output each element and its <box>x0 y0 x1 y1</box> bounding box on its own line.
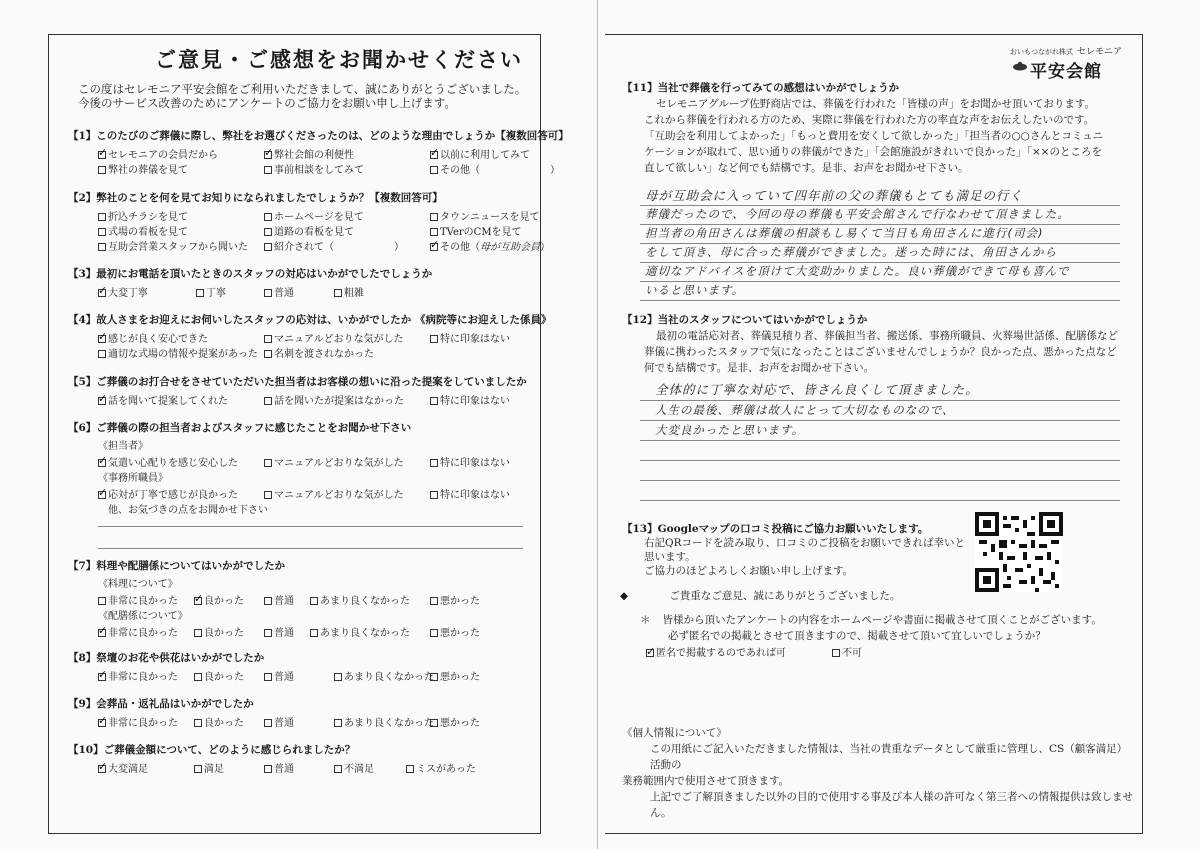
right-frame-top <box>605 34 1143 35</box>
option-label: 悪かった <box>440 672 480 683</box>
option-label: 非常に良かった <box>108 672 178 683</box>
diamond-icon: ◆ <box>620 590 629 602</box>
qr-code-icon[interactable] <box>975 512 1063 592</box>
handwritten-line: 大変良かったと思います。 <box>655 423 805 437</box>
option-label: 不可 <box>842 648 862 659</box>
option-label: 特に印象はない <box>440 334 510 345</box>
handwritten-line: いると思います。 <box>645 283 745 297</box>
answer-line <box>640 460 1120 461</box>
option-label: 大変丁寧 <box>108 288 148 299</box>
option[interactable] <box>430 486 510 501</box>
option-label: マニュアルどおりな気がした <box>274 490 404 501</box>
checkbox[interactable] <box>264 335 272 343</box>
option[interactable] <box>264 284 294 299</box>
checkbox[interactable] <box>334 719 342 727</box>
answer-line <box>640 440 1120 441</box>
option[interactable] <box>264 454 404 469</box>
brand-name: セレモニア <box>1077 47 1123 57</box>
option-label: 普通 <box>274 764 294 775</box>
option[interactable] <box>310 624 410 639</box>
thanks-row <box>620 588 900 603</box>
option[interactable] <box>194 624 244 639</box>
option[interactable] <box>264 486 404 501</box>
body-line: 直して欲しい」など何でも結構です。是非、お声をお聞かせ下さい。 <box>644 162 969 174</box>
option-label: 良かった <box>204 718 244 729</box>
body-line: 葬儀に携わったスタッフで気になったことはございませんでしょうか？良かった点、悪かった点など <box>644 346 1117 358</box>
subsection-label: 《事務所職員》 <box>98 473 168 484</box>
option[interactable] <box>98 146 218 161</box>
privacy-line: 業務範囲内で使用させて頂きます。 <box>622 775 790 787</box>
checkbox[interactable] <box>264 213 272 221</box>
option-label: 話を聞いたが提案はなかった <box>274 396 404 407</box>
checkbox[interactable] <box>334 289 342 297</box>
checkbox[interactable] <box>264 243 272 251</box>
checkbox[interactable] <box>98 397 106 405</box>
question-text: 【4】故人さまをお迎えにお伺いしたスタッフの応対は、いかがでしたか 《病院等にお迎えした係員》 <box>68 314 552 326</box>
option-label: あまり良くなかった <box>344 718 434 729</box>
privacy-notice <box>622 725 1137 821</box>
option-label: 粗雑 <box>344 288 364 299</box>
checkbox[interactable] <box>98 491 106 499</box>
question-7 <box>68 558 538 639</box>
option[interactable] <box>430 223 522 238</box>
free-comment-label: 他、お気づきの点をお聞かせ下さい <box>108 505 268 516</box>
checkbox[interactable] <box>264 289 272 297</box>
option-label: セレモニアの会員だから <box>108 150 218 161</box>
option-label: 良かった <box>204 628 244 639</box>
option-label: 特に印象はない <box>440 490 510 501</box>
option[interactable] <box>430 624 480 639</box>
option[interactable] <box>430 208 540 223</box>
option[interactable] <box>430 146 530 161</box>
checkbox[interactable] <box>98 350 106 358</box>
checkbox[interactable] <box>430 673 438 681</box>
checkbox[interactable] <box>194 629 202 637</box>
option-label: あまり良くなかった <box>320 596 410 607</box>
answer-line <box>640 480 1120 481</box>
page-title: ご意見・ご感想をお聞かせください <box>155 47 523 72</box>
option[interactable] <box>832 646 862 662</box>
checkbox[interactable] <box>194 673 202 681</box>
handwritten-line: 葬儀だったので、今回の母の葬儀も平安会館さんで行なわせて頂きました。 <box>645 207 1070 221</box>
checkbox[interactable] <box>264 629 272 637</box>
paren-close: ） <box>550 165 560 176</box>
checkbox[interactable] <box>264 597 272 605</box>
checkbox[interactable] <box>196 289 204 297</box>
option[interactable] <box>194 714 244 729</box>
checkbox[interactable] <box>264 719 272 727</box>
option-label: 普通 <box>274 288 294 299</box>
option[interactable] <box>264 392 404 407</box>
option[interactable] <box>264 208 364 223</box>
option-label: 特に印象はない <box>440 458 510 469</box>
answer-line <box>640 500 1120 501</box>
question-2 <box>68 190 550 253</box>
option[interactable] <box>98 238 248 253</box>
option[interactable] <box>430 238 550 253</box>
option[interactable] <box>334 760 374 775</box>
question-text: 【7】料理や配膳係についてはいかがでしたか <box>68 560 286 572</box>
q11-handwritten-answer[interactable] <box>645 186 1135 300</box>
option[interactable] <box>430 714 480 729</box>
option-label: 大変満足 <box>108 764 148 775</box>
checkbox[interactable] <box>264 397 272 405</box>
question-10 <box>68 742 538 775</box>
option[interactable] <box>98 392 228 407</box>
question-text: 【3】最初にお電話を頂いたときのスタッフの対応はいかがでしたでしょうか <box>68 268 433 280</box>
checkbox[interactable] <box>430 597 438 605</box>
checkbox[interactable] <box>98 629 106 637</box>
intro-line: 今後のサービス改善のためにアンケートのご協力をお願い申し上げます。 <box>78 96 456 110</box>
option[interactable] <box>98 624 178 639</box>
checkbox[interactable] <box>430 228 438 236</box>
consent-line: 皆様から頂いたアンケートの内容をホームページや書面に掲載させて頂くことがございます。 <box>662 614 1102 626</box>
page-fold <box>597 0 598 849</box>
checkbox[interactable] <box>98 289 106 297</box>
option[interactable] <box>98 760 148 775</box>
checkbox[interactable] <box>430 491 438 499</box>
handwritten-line: をして頂き、母に合った葬儀ができました。迷った時には、角田さんから <box>645 245 1058 259</box>
body-line: 何でも結構です。是非、お声をお聞かせ下さい。 <box>644 362 875 374</box>
option-label: 普通 <box>274 628 294 639</box>
paren-close: ） <box>394 242 404 253</box>
q12-handwritten-answer[interactable] <box>655 380 1125 440</box>
option-label: 非常に良かった <box>108 718 178 729</box>
question-11 <box>622 80 1137 176</box>
checkbox[interactable] <box>264 350 272 358</box>
question-8 <box>68 650 538 683</box>
checkbox[interactable] <box>194 719 202 727</box>
option[interactable] <box>98 592 178 607</box>
option[interactable] <box>98 668 178 683</box>
checkbox[interactable] <box>310 629 318 637</box>
option[interactable] <box>430 392 510 407</box>
question-4 <box>68 312 552 360</box>
question-text: 【5】ご葬儀のお打合せをさせていただいた担当者はお客様の想いに沿った提案をしていましたか <box>68 376 527 388</box>
option-label: マニュアルどおりな気がした <box>274 334 404 345</box>
question-6 <box>68 420 538 516</box>
option-label: その他（ <box>440 165 480 176</box>
consent-line: 必ず匿名での掲載とさせて頂きますので、掲載させて頂いて宜しいでしょうか？ <box>668 630 1046 642</box>
option[interactable] <box>646 646 786 662</box>
privacy-heading: 《個人情報について》 <box>622 727 727 739</box>
question-text: 【10】ご葬儀金額について、どのように感じられましたか？ <box>68 744 356 756</box>
question-text: 【2】弊社のことを何を見てお知りになられましたでしょうか？【複数回答可】 <box>68 192 443 204</box>
option-label: 弊社会館の利便性 <box>274 150 354 161</box>
handwritten-line: 担当者の角田さんは葬儀の相談もし易くて当日も角田さんに進行(司会) <box>645 226 1044 240</box>
thanks-text: ご貴重なご意見、誠にありがとうございました。 <box>669 590 901 602</box>
question-text: 【13】Googleマップの口コミ投稿にご協力お願いいたします。 <box>622 523 929 535</box>
comment-line[interactable] <box>98 526 523 527</box>
option-label: 普通 <box>274 718 294 729</box>
option[interactable] <box>98 454 238 469</box>
option-label: 良かった <box>204 672 244 683</box>
option[interactable] <box>334 668 434 683</box>
option[interactable] <box>406 760 476 775</box>
checkbox[interactable] <box>98 597 106 605</box>
question-text: 【8】祭壇のお花や供花はいかがでしたか <box>68 652 265 664</box>
option-label: 以前に利用してみて <box>440 150 530 161</box>
option-label: 普通 <box>274 596 294 607</box>
checkbox[interactable] <box>98 213 106 221</box>
option-label: マニュアルどおりな気がした <box>274 458 404 469</box>
handwritten-line: 全体的に丁寧な対応で、皆さん良くして頂きました。 <box>655 382 979 397</box>
right-frame-side <box>1142 34 1143 834</box>
option[interactable] <box>430 161 560 176</box>
answer-line <box>640 300 1120 301</box>
checkbox[interactable] <box>264 228 272 236</box>
checkbox[interactable] <box>98 765 106 773</box>
q12-body <box>644 328 1137 376</box>
question-13 <box>622 522 972 578</box>
option-label: その他（ <box>440 242 480 253</box>
subsection-label: 《配膳係について》 <box>98 611 188 622</box>
question-5 <box>68 374 538 407</box>
checkbox[interactable] <box>98 673 106 681</box>
option[interactable] <box>98 714 178 729</box>
option-label: 悪かった <box>440 596 480 607</box>
option[interactable] <box>98 208 188 223</box>
checkbox[interactable] <box>98 243 106 251</box>
option-label: 事前相談をしてみて <box>274 165 364 176</box>
option-label: 感じが良く安心できた <box>108 334 208 345</box>
option[interactable] <box>98 161 188 176</box>
body-line: ご協力のほどよろしくお願い申し上げます。 <box>644 565 854 577</box>
checkbox[interactable] <box>430 335 438 343</box>
option[interactable] <box>264 161 364 176</box>
option[interactable] <box>264 714 294 729</box>
option[interactable] <box>264 345 374 360</box>
option-label: ミスがあった <box>416 764 476 775</box>
option[interactable] <box>194 760 224 775</box>
checkbox[interactable] <box>310 597 318 605</box>
question-text: 【1】このたびのご葬儀に際し、弊社をお選びくださったのは、どのような理由でしょうか【複数回答可】 <box>68 130 569 142</box>
checkbox[interactable] <box>98 459 106 467</box>
question-text: 【12】当社のスタッフについてはいかがでしょうか <box>622 314 868 326</box>
brand-logo <box>1010 44 1122 82</box>
option[interactable] <box>430 592 480 607</box>
option-label: TVerのCMを見て <box>440 227 522 238</box>
body-line: 右記QRコードを読み取り、口コミのご投稿をお願いできれば幸いと思います。 <box>644 537 966 563</box>
option[interactable] <box>430 330 510 345</box>
right-frame-bottom <box>605 833 1143 834</box>
question-1 <box>68 128 569 176</box>
body-line: セレモニアグループ佐野商店では、葬儀を行われた「皆様の声」をお聞かせ頂いております。 <box>656 98 1096 110</box>
asterisk-icon: ＊ <box>640 614 651 626</box>
option-label: タウンニュースを見て <box>440 212 540 223</box>
checkbox[interactable] <box>264 491 272 499</box>
brand-hall-name: 平安会館 <box>1030 62 1102 82</box>
option[interactable] <box>430 454 510 469</box>
intro-line: この度はセレモニア平安会館をご利用いただきまして、誠にありがとうございました。 <box>78 82 527 96</box>
option[interactable] <box>98 345 258 360</box>
checkbox[interactable] <box>430 629 438 637</box>
checkbox[interactable] <box>98 166 106 174</box>
checkbox[interactable] <box>98 335 106 343</box>
option[interactable] <box>196 284 226 299</box>
brand-mark-icon <box>1012 61 1028 71</box>
body-line: 「互助会を利用してよかった」「もっと費用を安くして欲しかった」「担当者の○○さんとコミュニ <box>644 130 1104 142</box>
option-label: 不満足 <box>344 764 374 775</box>
option[interactable] <box>264 624 294 639</box>
question-3 <box>68 266 538 299</box>
option-label: 応対が丁寧で感じが良かった <box>108 490 238 501</box>
option-label: あまり良くなかった <box>320 628 410 639</box>
checkbox[interactable] <box>430 459 438 467</box>
option-label: 互助会営業スタッフから聞いた <box>108 242 248 253</box>
option-label: 気遣い心配りを感じ安心した <box>108 458 238 469</box>
checkbox[interactable] <box>98 719 106 727</box>
option[interactable] <box>264 668 294 683</box>
option-label: 式場の看板を見て <box>108 227 188 238</box>
option-label: 満足 <box>204 764 224 775</box>
option-label: 折込チラシを見て <box>108 212 188 223</box>
option[interactable] <box>264 146 354 161</box>
checkbox[interactable] <box>430 213 438 221</box>
checkbox[interactable] <box>98 151 106 159</box>
option[interactable] <box>98 330 208 345</box>
option-label: 道路の看板を見て <box>274 227 354 238</box>
checkbox[interactable] <box>334 765 342 773</box>
option-label: 悪かった <box>440 628 480 639</box>
question-12 <box>622 312 1137 376</box>
question-text: 【9】会葬品・返礼品はいかがでしたか <box>68 698 254 710</box>
option-label: 特に印象はない <box>440 396 510 407</box>
option-label: 紹介されて（ <box>274 242 334 253</box>
checkbox[interactable] <box>264 459 272 467</box>
option[interactable] <box>264 238 404 253</box>
comment-line[interactable] <box>98 548 523 549</box>
option[interactable] <box>98 223 188 238</box>
option-label: 匿名で掲載するのであれば可 <box>656 648 786 659</box>
checkbox[interactable] <box>334 673 342 681</box>
checkbox[interactable] <box>264 151 272 159</box>
checkbox[interactable] <box>264 673 272 681</box>
q11-body <box>644 96 1137 176</box>
option[interactable] <box>264 592 294 607</box>
privacy-line: この用紙にご記入いただきました情報は、当社の貴重なデータとして厳重に管理し、CS（顧客満足）活動の <box>650 743 1128 771</box>
checkbox[interactable] <box>430 243 438 251</box>
checkbox[interactable] <box>430 397 438 405</box>
option-label: 話を聞いて提案してくれた <box>108 396 228 407</box>
handwritten-line: 人生の最後、葬儀は故人にとって大切なものなので、 <box>655 403 955 417</box>
option[interactable] <box>194 668 244 683</box>
question-text: 【6】ご葬儀の際の担当者およびスタッフに感じたことをお聞かせ下さい <box>68 422 412 434</box>
privacy-line: 上記でご了解頂きました以外の目的で使用する事及び本人様の許可なく第三者への情報提供は致しません。 <box>650 791 1133 819</box>
option-label: 悪かった <box>440 718 480 729</box>
option-label: あまり良くなかった <box>344 672 434 683</box>
option[interactable] <box>194 592 244 607</box>
option-label: 良かった <box>204 596 244 607</box>
body-line: これから葬儀を行われる方のため、実際に葬儀を行われた方の率直な声をお伝えしたいのです。 <box>644 114 1095 126</box>
brand-tagline: おいもつながれ株式 <box>1010 48 1073 56</box>
checkbox[interactable] <box>832 649 840 657</box>
subsection-label: 《担当者》 <box>98 441 148 452</box>
checkbox[interactable] <box>406 765 414 773</box>
publish-consent <box>640 612 1135 661</box>
option[interactable] <box>98 284 148 299</box>
option-label: ホームページを見て <box>274 212 364 223</box>
option-label: 名刺を渡されなかった <box>274 349 374 360</box>
checkbox[interactable] <box>98 228 106 236</box>
checkbox[interactable] <box>430 151 438 159</box>
option-label: 非常に良かった <box>108 628 178 639</box>
option-label: 丁寧 <box>206 288 226 299</box>
option[interactable] <box>264 330 404 345</box>
checkbox[interactable] <box>194 765 202 773</box>
checkbox[interactable] <box>646 649 654 657</box>
handwritten-line: 適切なアドバイスを頂けて大変助かりました。良い葬儀ができて母も喜んで <box>645 264 1070 278</box>
question-9 <box>68 696 538 729</box>
option[interactable] <box>98 486 238 501</box>
option[interactable] <box>310 592 410 607</box>
option[interactable] <box>264 760 294 775</box>
option[interactable] <box>264 223 354 238</box>
option[interactable] <box>334 284 364 299</box>
checkbox[interactable] <box>264 765 272 773</box>
checkbox[interactable] <box>430 719 438 727</box>
option-label: 適切な式場の情報や提案があった <box>108 349 258 360</box>
paren-close: ） <box>540 242 550 253</box>
checkbox[interactable] <box>194 597 202 605</box>
body-line: ケーションが取れて、思い通りの葬儀ができた」「会館施設がきれいで良かった」「××のところを <box>644 146 1102 158</box>
checkbox[interactable] <box>264 166 272 174</box>
option-label: 普通 <box>274 672 294 683</box>
subsection-label: 《料理について》 <box>98 579 178 590</box>
handwritten-line: 母が互助会に入っていて四年前の父の葬儀もとても満足の行く <box>645 188 1024 203</box>
option[interactable] <box>430 668 480 683</box>
checkbox[interactable] <box>430 166 438 174</box>
option[interactable] <box>334 714 434 729</box>
intro-text <box>78 82 526 110</box>
body-line: 最初の電話応対者、葬儀見積り者、葬儀担当者、搬送係、事務所職員、火葬場世話係、配膳係など <box>656 330 1118 342</box>
question-text: 【11】当社で葬儀を行ってみての感想はいかがでしょうか <box>622 82 900 94</box>
option-label: 弊社の葬儀を見て <box>108 165 188 176</box>
option-label: 非常に良かった <box>108 596 178 607</box>
handwritten-answer: 母が互助会員 <box>480 242 540 253</box>
